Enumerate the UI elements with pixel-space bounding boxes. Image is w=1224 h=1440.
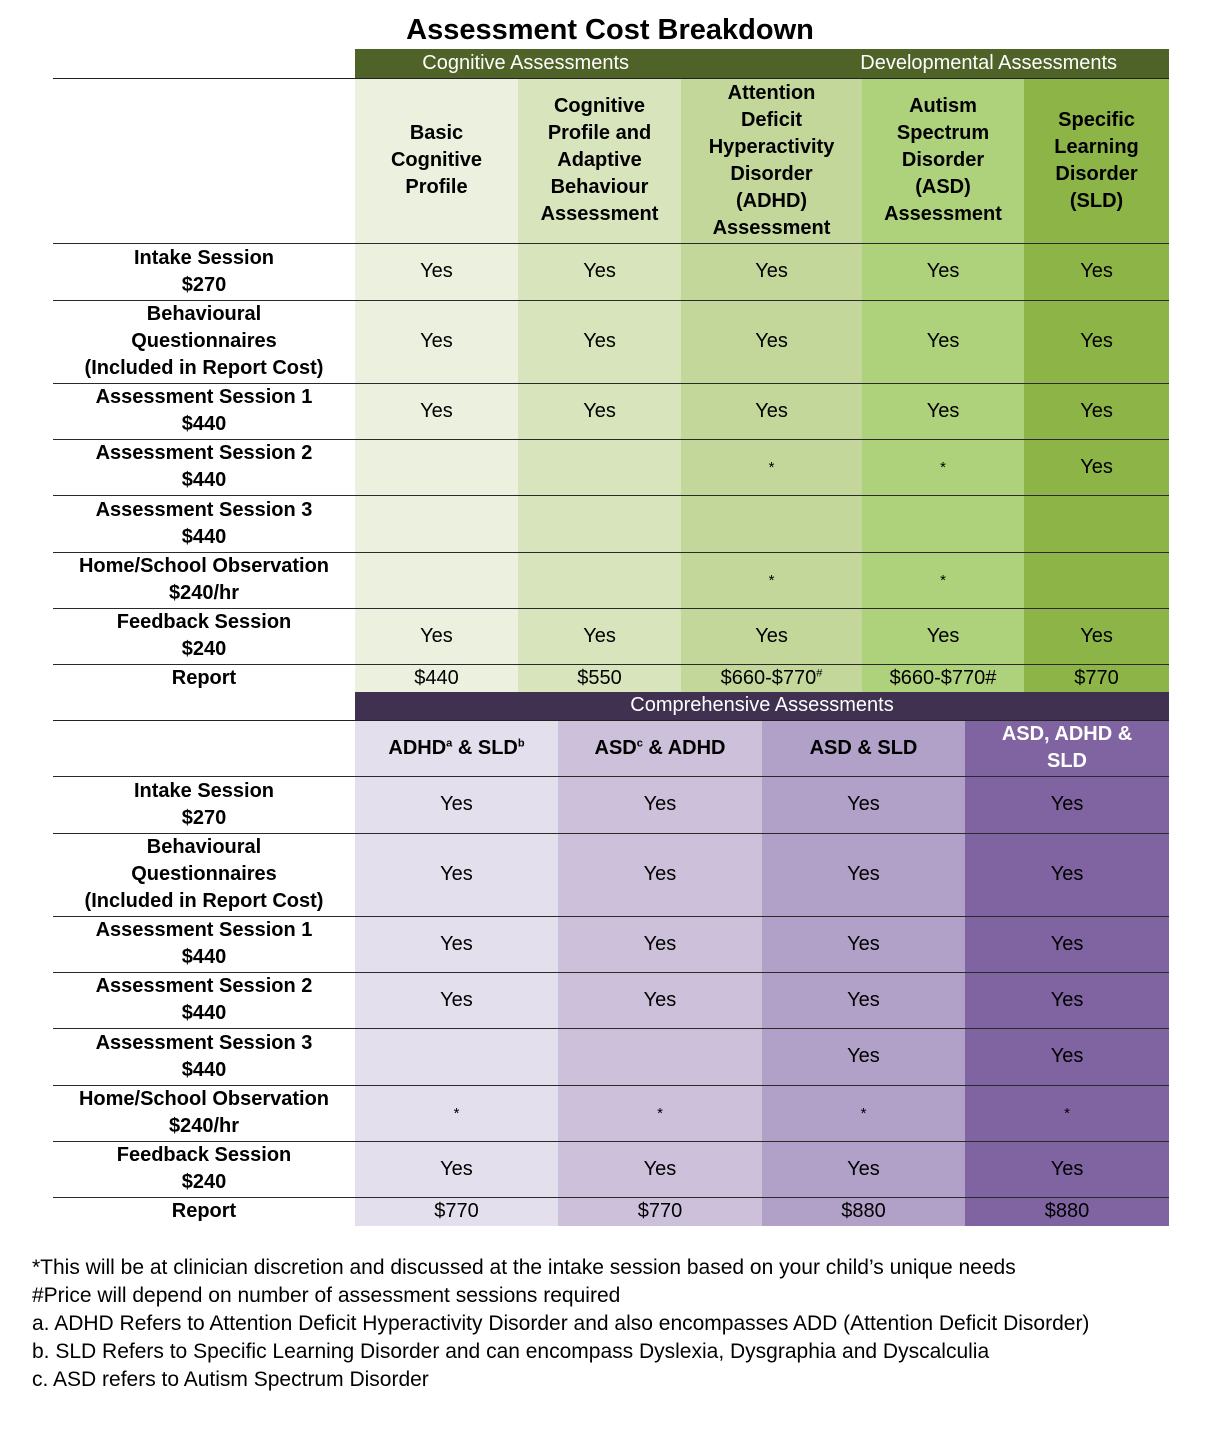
row-label-line: $440 bbox=[181, 525, 227, 548]
table-cell bbox=[355, 495, 518, 552]
table-cell bbox=[355, 608, 518, 664]
cell-value: Yes bbox=[1080, 455, 1113, 478]
page-title bbox=[0, 14, 1224, 47]
table-cell bbox=[558, 776, 762, 833]
table-row bbox=[53, 300, 1169, 383]
report-value: $770 bbox=[637, 1200, 683, 1223]
report-cell bbox=[558, 1197, 762, 1226]
cell-value: Yes bbox=[440, 1157, 473, 1180]
cell-value: * bbox=[860, 1105, 867, 1122]
row-label-line: Feedback Session bbox=[116, 611, 292, 633]
table-cell bbox=[355, 300, 518, 383]
report-label: Report bbox=[171, 666, 237, 689]
cell-value: Yes bbox=[926, 260, 960, 282]
row-label-line: Questionnaires bbox=[131, 330, 277, 352]
cell-value: Yes bbox=[1080, 399, 1113, 422]
footnote-mark: b bbox=[517, 736, 525, 749]
column-header: Cognitive Profile and Adaptive Behaviour Assessment bbox=[518, 78, 681, 243]
cognitive-assessments-band: Cognitive Assessments bbox=[355, 49, 681, 78]
report-cell bbox=[355, 664, 518, 692]
report-cell bbox=[355, 1197, 558, 1226]
table-cell bbox=[681, 608, 862, 664]
row-label-line: $240/hr bbox=[168, 1115, 240, 1137]
cell-value: Yes bbox=[440, 863, 473, 885]
cell-value: Yes bbox=[926, 330, 960, 352]
table-cell bbox=[518, 383, 681, 439]
row-label-line: Intake Session bbox=[133, 779, 275, 802]
table-cell bbox=[355, 439, 518, 495]
table-cell bbox=[1024, 552, 1169, 608]
table-cell bbox=[355, 383, 518, 439]
table-cell bbox=[681, 439, 862, 495]
cell-value: Yes bbox=[420, 399, 453, 422]
cell-value: Yes bbox=[1050, 932, 1084, 955]
table-cell bbox=[1024, 608, 1169, 664]
cell-value: Yes bbox=[420, 330, 453, 352]
note-c: c. ASD refers to Autism Spectrum Disorder bbox=[32, 1368, 429, 1391]
row-label bbox=[53, 383, 355, 439]
table-cell bbox=[762, 916, 965, 972]
row-label-line: (Included in Report Cost) bbox=[84, 890, 324, 912]
cell-value: Yes bbox=[1080, 624, 1113, 647]
cell-value: Yes bbox=[643, 988, 677, 1011]
column-header bbox=[355, 720, 558, 776]
table-row bbox=[53, 383, 1169, 439]
row-label-line: $440 bbox=[181, 1058, 227, 1081]
report-cell bbox=[762, 1197, 965, 1226]
report-label: Report bbox=[171, 1200, 237, 1223]
cell-value: Yes bbox=[583, 624, 616, 647]
table-cell bbox=[518, 243, 681, 300]
table-cell bbox=[355, 243, 518, 300]
cell-value: Yes bbox=[755, 624, 788, 647]
note-star: *This will be at clinician discretion and discussed at the intake session based on your child’s unique needs bbox=[32, 1256, 1016, 1279]
table-row bbox=[53, 552, 1169, 608]
table-cell bbox=[862, 383, 1024, 439]
table-row bbox=[53, 495, 1169, 552]
table-cell bbox=[558, 1085, 762, 1141]
row-label bbox=[53, 552, 355, 608]
row-label bbox=[53, 439, 355, 495]
row-label-line: $440 bbox=[181, 413, 227, 435]
developmental-assessments-band: Developmental Assessments bbox=[681, 49, 1169, 78]
cell-value: Yes bbox=[847, 988, 880, 1011]
row-label bbox=[53, 300, 355, 383]
column-header-row bbox=[53, 720, 1169, 776]
report-value: $550 bbox=[577, 666, 622, 689]
table-cell bbox=[558, 1028, 762, 1085]
row-label bbox=[53, 243, 355, 300]
row-label-line: Feedback Session bbox=[116, 1144, 292, 1166]
row-label-line: $240 bbox=[181, 638, 227, 660]
cell-value: Yes bbox=[643, 932, 677, 955]
row-label bbox=[53, 776, 355, 833]
table-cell bbox=[1024, 300, 1169, 383]
row-label-line: Home/School Observation bbox=[78, 555, 330, 577]
footnote-mark: a bbox=[446, 736, 453, 749]
column-header: Attention Deficit Hyperactivity Disorder (ADHD) Assessment bbox=[681, 78, 862, 243]
table-cell bbox=[862, 300, 1024, 383]
cell-value: Yes bbox=[926, 399, 960, 422]
cell-value: * bbox=[940, 459, 946, 476]
table-cell bbox=[965, 972, 1169, 1028]
row-label bbox=[53, 608, 355, 664]
row-label-line: (Included in Report Cost) bbox=[84, 357, 324, 379]
column-header-text: ASD & SLD bbox=[809, 736, 918, 759]
table-cell bbox=[355, 776, 558, 833]
report-value: $770 bbox=[1074, 666, 1119, 689]
table-cell bbox=[681, 300, 862, 383]
note-a: a. ADHD Refers to Attention Deficit Hyperactivity Disorder and also encompasses ADD (Attention Deficit Disorder) bbox=[32, 1312, 1090, 1335]
report-cell bbox=[862, 664, 1024, 692]
table-cell bbox=[762, 1028, 965, 1085]
table-cell bbox=[1024, 383, 1169, 439]
table-cell bbox=[681, 383, 862, 439]
report-cell bbox=[1024, 664, 1169, 692]
table-cell bbox=[1024, 243, 1169, 300]
table-row bbox=[53, 972, 1169, 1028]
table-cell bbox=[862, 439, 1024, 495]
report-value: $660-$770# bbox=[889, 666, 997, 689]
table-cell bbox=[965, 776, 1169, 833]
cell-value: Yes bbox=[1080, 330, 1113, 352]
report-cell bbox=[518, 664, 681, 692]
cell-value: Yes bbox=[926, 624, 960, 647]
note-b: b. SLD Refers to Specific Learning Disorder and can encompass Dyslexia, Dysgraphia and Dyscalculia bbox=[32, 1340, 990, 1363]
report-cell bbox=[965, 1197, 1169, 1226]
table-cell bbox=[681, 243, 862, 300]
comprehensive-table bbox=[53, 692, 1169, 1226]
table-cell bbox=[558, 916, 762, 972]
table-cell bbox=[965, 833, 1169, 916]
cell-value: Yes bbox=[643, 863, 677, 885]
report-value: $660-$770 bbox=[720, 666, 817, 689]
cell-value: Yes bbox=[583, 260, 616, 282]
table-row bbox=[53, 1141, 1169, 1197]
cognitive-developmental-table bbox=[53, 49, 1169, 693]
cell-value: Yes bbox=[1050, 1157, 1084, 1180]
table-cell bbox=[558, 1141, 762, 1197]
row-label-line: Questionnaires bbox=[131, 863, 277, 885]
cell-value: * bbox=[453, 1105, 460, 1122]
table-cell bbox=[862, 608, 1024, 664]
footnote-mark: c bbox=[636, 736, 643, 749]
note-hash: #Price will depend on number of assessment sessions required bbox=[32, 1284, 621, 1307]
table-cell bbox=[862, 243, 1024, 300]
column-header: Basic Cognitive Profile bbox=[355, 78, 518, 243]
cell-value: Yes bbox=[847, 863, 880, 885]
cell-value: * bbox=[657, 1105, 663, 1122]
table-cell bbox=[965, 1085, 1169, 1141]
cell-value: Yes bbox=[643, 793, 677, 815]
table-cell bbox=[762, 1085, 965, 1141]
row-label-line: Assessment Session 1 bbox=[95, 919, 313, 941]
row-label-line: $270 bbox=[181, 273, 227, 296]
table-cell bbox=[518, 608, 681, 664]
table-row bbox=[53, 916, 1169, 972]
row-label-line: $440 bbox=[181, 469, 227, 491]
table-cell bbox=[518, 300, 681, 383]
table-cell bbox=[355, 916, 558, 972]
table-cell bbox=[762, 972, 965, 1028]
report-row bbox=[53, 664, 1169, 692]
title-text: Assessment Cost Breakdown bbox=[406, 14, 814, 46]
column-header-text: ASD$^c$ & ADHD bbox=[594, 736, 726, 759]
cell-value: Yes bbox=[583, 330, 616, 352]
report-value: $880 bbox=[841, 1200, 886, 1223]
table-cell bbox=[965, 1141, 1169, 1197]
table-cell bbox=[518, 495, 681, 552]
column-header-text: ADHD$^a$ & SLD$^b$ bbox=[388, 736, 525, 759]
cell-value: * bbox=[768, 572, 775, 589]
row-label-line: $440 bbox=[181, 946, 227, 968]
row-label bbox=[53, 495, 355, 552]
cell-value: Yes bbox=[847, 932, 880, 955]
table-cell bbox=[862, 495, 1024, 552]
column-header: Specific Learning Disorder (SLD) bbox=[1024, 78, 1169, 243]
cell-value: Yes bbox=[1050, 988, 1084, 1011]
cell-value: Yes bbox=[1080, 260, 1113, 282]
cell-value: Yes bbox=[420, 260, 453, 282]
cell-value: Yes bbox=[440, 932, 473, 955]
table-row bbox=[53, 439, 1169, 495]
report-row bbox=[53, 1197, 1169, 1226]
row-label-line: $240 bbox=[181, 1171, 227, 1193]
table-cell bbox=[355, 833, 558, 916]
cell-value: Yes bbox=[420, 624, 453, 647]
table-cell bbox=[762, 776, 965, 833]
table-row bbox=[53, 1085, 1169, 1141]
cell-value: Yes bbox=[1050, 793, 1084, 815]
row-label bbox=[53, 916, 355, 972]
row-label-line: Assessment Session 3 bbox=[95, 498, 313, 521]
section-band bbox=[53, 49, 1169, 78]
table-cell bbox=[1024, 495, 1169, 552]
row-label bbox=[53, 833, 355, 916]
table-cell bbox=[681, 552, 862, 608]
row-label bbox=[53, 1085, 355, 1141]
table-cell bbox=[355, 972, 558, 1028]
table-row bbox=[53, 1028, 1169, 1085]
table-cell bbox=[558, 833, 762, 916]
column-header bbox=[965, 720, 1169, 776]
row-label-line: Assessment Session 3 bbox=[95, 1031, 313, 1054]
table-cell bbox=[518, 552, 681, 608]
section-band bbox=[53, 692, 1169, 720]
cell-value: Yes bbox=[847, 1045, 880, 1067]
table-cell bbox=[862, 552, 1024, 608]
row-label bbox=[53, 1197, 355, 1226]
cell-value: Yes bbox=[755, 399, 788, 422]
column-header: Autism Spectrum Disorder (ASD) Assessment bbox=[862, 78, 1024, 243]
column-header-row bbox=[53, 78, 1169, 243]
table-row bbox=[53, 776, 1169, 833]
row-label-line: $240/hr bbox=[168, 582, 240, 604]
cell-value: Yes bbox=[847, 1157, 880, 1180]
cell-value: Yes bbox=[1050, 1045, 1084, 1067]
report-cell bbox=[681, 664, 862, 692]
column-header bbox=[558, 720, 762, 776]
row-label bbox=[53, 972, 355, 1028]
table-row bbox=[53, 608, 1169, 664]
report-value: $770 bbox=[434, 1200, 479, 1223]
cell-value: Yes bbox=[755, 330, 788, 352]
row-label bbox=[53, 1141, 355, 1197]
cell-value: Yes bbox=[1050, 863, 1084, 885]
table-cell bbox=[558, 972, 762, 1028]
table-cell bbox=[1024, 439, 1169, 495]
row-label bbox=[53, 664, 355, 692]
column-header bbox=[762, 720, 965, 776]
row-label-line: Behavioural bbox=[146, 836, 262, 858]
table-cell bbox=[518, 439, 681, 495]
table-row bbox=[53, 243, 1169, 300]
row-label-line: Behavioural bbox=[146, 303, 262, 325]
table-cell bbox=[762, 833, 965, 916]
cell-value: * bbox=[1064, 1105, 1070, 1122]
table-cell bbox=[355, 1141, 558, 1197]
footnotes bbox=[32, 1254, 1190, 1394]
row-label bbox=[53, 1028, 355, 1085]
cell-value: Yes bbox=[440, 988, 473, 1011]
cell-value: * bbox=[768, 459, 775, 476]
report-value: $880 bbox=[1044, 1200, 1090, 1223]
table-cell bbox=[355, 1085, 558, 1141]
cell-value: Yes bbox=[583, 399, 616, 422]
row-label-line: Assessment Session 2 bbox=[95, 442, 313, 464]
table-cell bbox=[355, 552, 518, 608]
cell-value: Yes bbox=[847, 793, 880, 815]
table-row bbox=[53, 833, 1169, 916]
comprehensive-assessments-band: Comprehensive Assessments bbox=[355, 692, 1169, 720]
report-footnote-mark: # bbox=[816, 666, 823, 679]
cell-value: Yes bbox=[440, 793, 473, 815]
row-label-line: Intake Session bbox=[133, 246, 275, 269]
row-label-line: $440 bbox=[181, 1002, 227, 1024]
cell-value: Yes bbox=[755, 260, 788, 282]
row-label-line: Home/School Observation bbox=[78, 1088, 330, 1110]
cell-value: Yes bbox=[643, 1157, 677, 1180]
row-label-line: Assessment Session 1 bbox=[95, 386, 313, 408]
column-header-text: ASD, ADHD & SLD bbox=[1001, 723, 1133, 772]
table-cell bbox=[762, 1141, 965, 1197]
row-label-line: $270 bbox=[181, 806, 227, 829]
row-label-line: Assessment Session 2 bbox=[95, 975, 313, 997]
table-cell bbox=[965, 916, 1169, 972]
table-cell bbox=[681, 495, 862, 552]
table-cell bbox=[965, 1028, 1169, 1085]
table-cell bbox=[355, 1028, 558, 1085]
cell-value: * bbox=[940, 572, 946, 589]
report-value: $440 bbox=[414, 666, 459, 689]
